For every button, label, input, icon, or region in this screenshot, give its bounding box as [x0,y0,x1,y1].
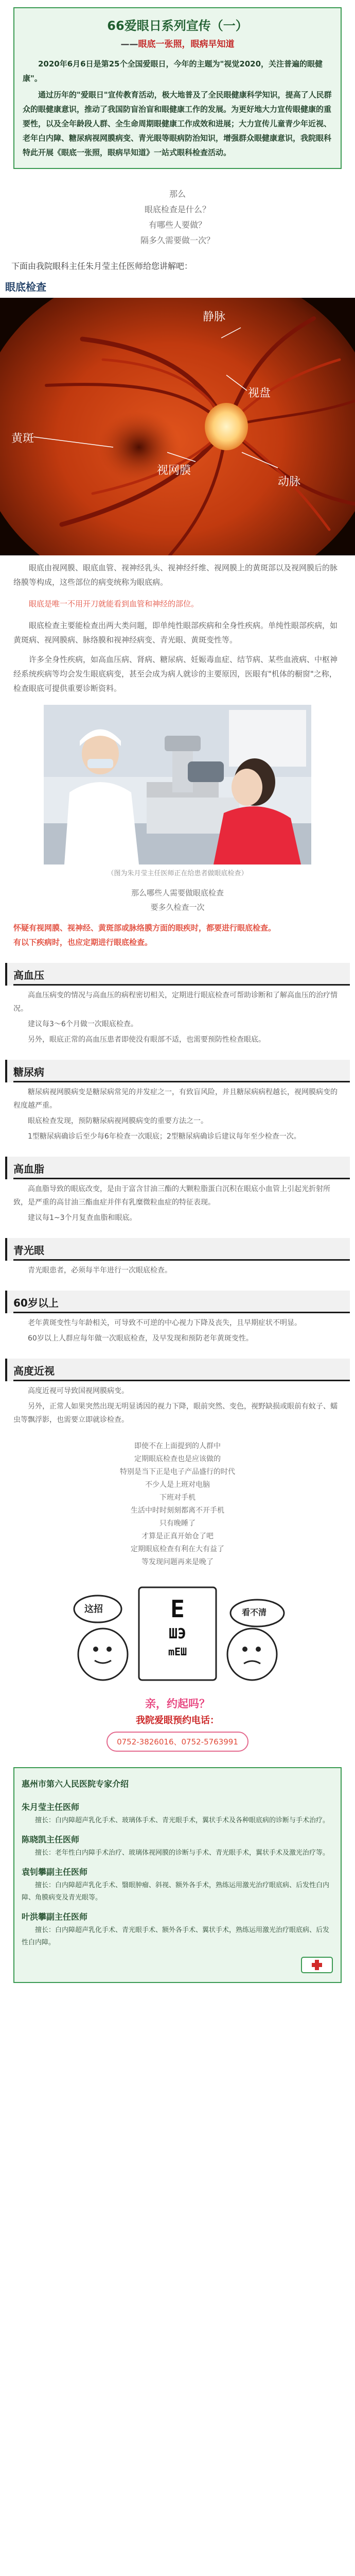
section-paragraph: 1型糖尿病确诊后至少每6年检查一次眼底；2型糖尿病确诊后建议每年至少检查一次。 [28,1132,301,1141]
red-line-1: 怀疑有视网膜、视神经、黄斑部或脉络膜方面的眼疾时，都要进行眼底检查。 [13,923,276,933]
header [0,0,355,174]
section-hyperlipidemia [0,1157,355,1225]
closing-line: 只有晚睡了 [159,1519,196,1528]
eye-chart-row: mEШ [168,1646,187,1658]
doctor-desc: 擅长：白内障超声乳化手术、玻璃体手术、青光眼手术，翼状手术及各种眼底病的诊断与手术治疗。 [35,1817,330,1824]
exam-photo-illustration [44,705,311,865]
section-paragraph: 高血压病变的情况与高血压的病程密切相关，定期进行眼底检查可帮助诊断和了解高血压的治疗情况。 [13,991,338,1013]
section-paragraph: 另外，眼底正常的高血压患者即使没有眼部不适，也需要预防性检查眼底。 [28,1036,265,1044]
intro-questions [0,187,355,248]
doctor-entry [22,1866,333,1904]
contact-label: 我院爱眼预约电话： [136,1715,219,1726]
hospital-title: 惠州市第六人民医院专家介绍 [22,1779,129,1789]
section-title: 高血压 [13,969,44,981]
section-underline [13,1259,350,1261]
section-title: 高血脂 [13,1163,44,1175]
section-paragraph: 高度近视可导致国视网膜病变。 [28,1387,129,1395]
closing-line: 特别是当下正是电子产品盛行的时代 [120,1468,235,1476]
closing-line: 等发现问题再来是晚了 [141,1558,214,1566]
section-diabetes [0,1060,355,1143]
section-paragraph: 青光眼患者，必须每半年进行一次眼底检查。 [28,1266,172,1275]
section-bar [5,1060,350,1082]
section-glaucoma [0,1238,355,1277]
label-vein: 静脉 [203,311,226,324]
section-paragraph: 另外，正常人如果突然出现无明显诱因的视力下降，眼前突然、变色，视野缺损或眼前有蚊子、蠕虫等飘浮影，也需要立即就诊检查。 [13,1402,338,1424]
section-bar [5,1359,350,1381]
section-over-60 [0,1291,355,1345]
section-underline [13,984,350,986]
doctor-desc: 擅长：老年性白内障手术治疗、玻璃体视网膜的诊断与手术、青光眼手术，翼状手术及激光治疗等。 [35,1849,330,1857]
fundus-illustration [0,298,355,555]
eye-chart [139,1595,216,1659]
section-underline [13,1178,350,1179]
who-line: 要多久检查一次 [150,903,205,912]
section-paragraph: 糖尿病视网膜病变是糖尿病常见的并发症之一，有致盲风险，并且糖尿病病程越长，视网膜病变的程度越严重。 [13,1088,338,1110]
page-subtitle [23,37,332,49]
section-bar [5,963,350,986]
contact-section [0,1696,355,1752]
section-paragraph: 建议每3～6个月做一次眼底检查。 [28,1020,138,1028]
section-hypertension [0,963,355,1046]
fundus-paragraph-3: 许多全身性疾病，如高血压病、肾病、糖尿病、妊娠毒血症、结节病、某些血液病、中枢神经系统疾病等均会发生眼底病变，甚至会成为病人就诊的主要原因，医眼有"机体的橱窗"之称，检查眼底可提供重要诊断资料。 [13,655,338,693]
section-paragraph: 老年黄斑变性与年龄相关，可导致不可逆的中心视力下降及丧失，且早期症状不明显。 [28,1319,301,1327]
section-title: 糖尿病 [13,1066,44,1078]
doctor-name: 陈晓凯主任医师 [22,1835,80,1844]
closing-line: 不少人是上班对电脑 [145,1481,210,1489]
doctor-entry [22,1801,333,1827]
closing-line: 即使不在上面提到的人群中 [134,1442,221,1450]
phone-numbers[interactable]: 0752-3826016、0752-5763991 [106,1732,248,1752]
intro-line: 眼底检查是什么？ [144,205,210,214]
who-line: 那么哪些人需要做眼底检查 [131,888,224,897]
label-artery: 动脉 [278,476,301,488]
section-bar [5,1291,350,1313]
section-underline [13,1380,350,1381]
label-macula: 黄斑 [11,432,34,445]
header-box [13,7,342,169]
section-paragraph: 60岁以上人群应每年做一次眼底检查，及早发现和预防老年黄斑变性。 [28,1334,253,1343]
intro-line: 隔多久需要做一次？ [140,235,215,245]
section-underline [13,1081,350,1082]
intro-line: 有哪些人要做？ [148,220,206,230]
fundus-paragraph-1: 眼底由视网膜、眼底血管、视神经乳头、视神经纤维、视网膜上的黄斑部以及视网膜后的脉络膜等构成，这些部位的病变统称为眼底病。 [13,563,338,587]
fundus-heading: 眼底检查 [5,281,46,293]
doctor-name: 朱月莹主任医师 [22,1802,80,1812]
disease-sections [0,963,355,1427]
page-title: 66爱眼日系列宣传（一） [107,19,248,33]
bubble-right-text: 看不清 [242,1607,267,1617]
closing-line: 才算是正真开始仓了吧 [141,1532,214,1540]
fundus-image [0,298,355,555]
section-high-myopia [0,1359,355,1427]
exam-photo [44,705,311,865]
closing-line: 定期眼底检查有利在大有益了 [131,1545,224,1553]
section-title: 高度近视 [13,1365,55,1377]
header-paragraph-1: 2020年6月6日是第25个全国爱眼日，今年的主题为"视觉2020，关注普遍的眼健康"。 [23,59,323,83]
bubble-left-text: 这招 [84,1604,103,1615]
section-bar [5,1238,350,1261]
doctor-name: 叶洪攀副主任医师 [22,1912,88,1922]
subtitle-dash: —— [120,39,138,49]
section-title: 60岁以上 [13,1297,59,1309]
section-paragraph: 高血脂导致的眼底改变，是由于富含甘油三酯的大颗粒脂蛋白沉积在眼底小血管上引起光折射所致，是严重的高甘油三酯血症并伴有乳糜微粒血症的特征表现。 [13,1185,330,1207]
doctors-box [13,1767,342,1983]
doctor-entry [22,1910,333,1949]
section-title: 青光眼 [13,1244,44,1257]
eye-chart-illustration [62,1577,293,1685]
photo-caption: （图为朱月莹主任医师正在给患者做眼底检查） [107,870,248,877]
hospital-logo-icon [300,1954,333,1975]
who-needs-lines [0,886,355,914]
subtitle-text: 眼底一张照，眼病早知道 [138,39,235,49]
fundus-paragraph-2: 眼底检查主要能检查出两大类问题，即单纯性眼部疾病和全身性疾病。单纯性眼部疾病，如黄斑病、视网膜病、脉络膜和视神经病变、青光眼、黄斑变性等。 [13,621,338,645]
intro-lead: 下面由我院眼科主任朱月莹主任医师给您讲解吧： [11,261,193,271]
eye-chart-row: ШЭ [169,1625,186,1642]
closing-lines [0,1440,355,1569]
section-paragraph: 眼底检查发现，预防糖尿病视网膜病变的重要方法之一。 [28,1117,208,1125]
section-paragraph: 建议每1~3个月复查血脂和眼底。 [28,1214,137,1222]
who-needs-red [13,921,342,950]
fundus-highlight: 眼底是唯一不用开刀就能看到血管和神经的部位。 [29,599,199,608]
label-optic-disc: 视盘 [248,387,271,400]
red-line-2: 有以下疾病时，也应定期进行眼底检查。 [13,938,153,947]
doctor-desc: 擅长：白内障超声乳化手术、青光眼手术、额外各手术、翼状手术，熟练运用激光治疗眼底病、后发性白内障。 [22,1926,330,1946]
doctor-desc: 擅长：白内障超声乳化手术、翳眼肿瘤、斜视、额外各手术，熟练运用激光治疗眼底病、后发性白内障、角膜病变及青光眼等。 [22,1882,330,1902]
doctor-entry [22,1833,333,1859]
label-retina: 视网膜 [157,464,191,477]
closing-line: 下班对手机 [159,1494,196,1502]
closing-line: 生活中时时刻刻都离不开手机 [131,1506,224,1515]
contact-question: 亲，约起吗？ [145,1698,210,1710]
doctor-name: 袁钊攀副主任医师 [22,1867,88,1877]
header-paragraph-2: 通过历年的"爱眼日"宣传教育活动，极大地普及了全民眼健康科学知识，提高了人民群众的眼健康意识，推动了我国防盲治盲和眼健康工作的发展。为更好地大力宣传眼健康的重要性，以及全年龄段人群、全生命周期眼健康工作成效和进展；大力宣传儿童青少年近视、老年白内障、糖尿病视网膜病变、青光眼等眼病防治知识，增强群众眼健康意识，我院眼科特此开展《眼底一张照，眼病早知道》一站式眼科检查活动。 [23,90,332,157]
intro-line: 那么 [169,189,186,199]
closing-line: 定期眼底检查也是应该做的 [134,1455,221,1463]
section-bar [5,1157,350,1179]
section-underline [13,1312,350,1313]
eye-chart-row: E [170,1595,185,1623]
